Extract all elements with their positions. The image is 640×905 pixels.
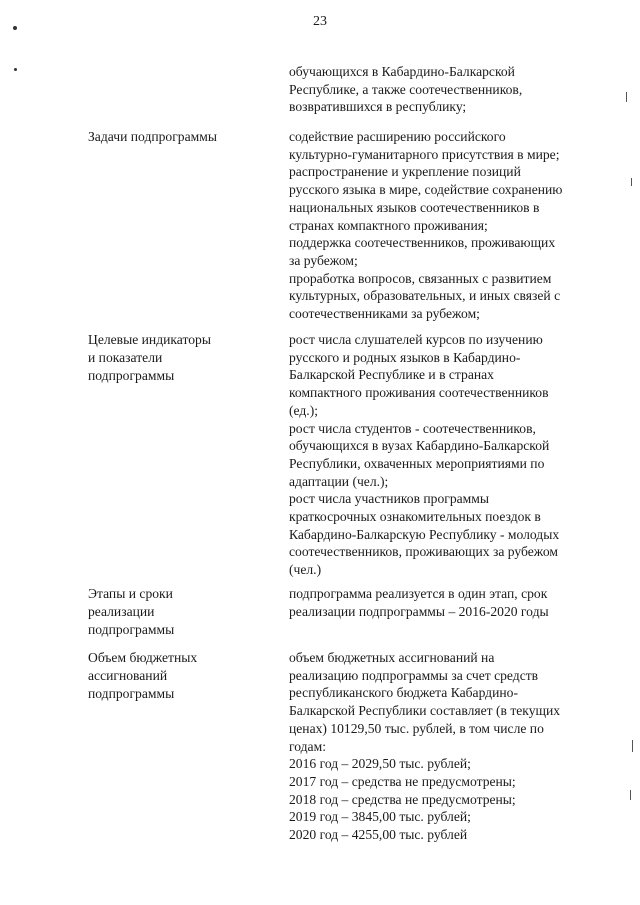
scan-speck [632,740,633,752]
page-number: 23 [313,14,327,29]
row-label: Этапы и сроки реализации подпрограммы [88,586,175,637]
row-value: объем бюджетных ассигнований на реализацию подпрограммы за счет средств республиканского бюджета Кабардино- Балкарской Республики составляет (в текущих ценах) 10129,50 тыс. рублей, в том числе по годам: 2016 год – 2029,50 тыс. рублей; 2017 год – средства не предусмотрены; 2018 год – средства не предусмотрены; 2019 год – 3845,00 тыс. рублей; 2020 год – 4255,00 тыс. рублей [289,650,561,843]
row-label: Объем бюджетных ассигнований подпрограммы [88,650,198,701]
row-value: содействие расширению российского культурно-гуманитарного присутствия в мире; распространение и укрепление позиций русского языка в мире, содействие сохранению национальных языков соотечественников в странах компактного проживания; поддержка соотечественников, проживающих за рубежом; проработка вопросов, связанных с развитием культурных, образовательных, и иных связей с соотечественниками за рубежом; [289,129,563,322]
row-label: Целевые индикаторы и показатели подпрограммы [88,332,211,383]
scan-mark [14,68,17,71]
scan-speck [631,178,632,186]
row-label: Задачи подпрограммы [88,129,217,144]
scan-mark [13,26,17,30]
row-value: рост числа слушателей курсов по изучению русского и родных языков в Кабардино- Балкарской Республике и в странах компактного проживания соотечественников (ед.); рост числа студентов - соотечественников, обучающихся в вузах Кабардино-Балкарской Республики, охваченных мероприятиями по адаптации (чел.); рост числа участников программы краткосрочных ознакомительных поездок в Кабардино-Балкарскую Республику - молодых соотечественников, проживающих за рубежом (чел.) [289,332,560,578]
row-value: подпрограмма реализуется в один этап, срок реализации подпрограммы – 2016-2020 годы [289,586,549,619]
row-value: обучающихся в Кабардино-Балкарской Республике, а также соотечественников, возвратившихся в республику; [289,64,523,115]
scan-speck [626,92,627,102]
scan-speck [630,790,631,800]
